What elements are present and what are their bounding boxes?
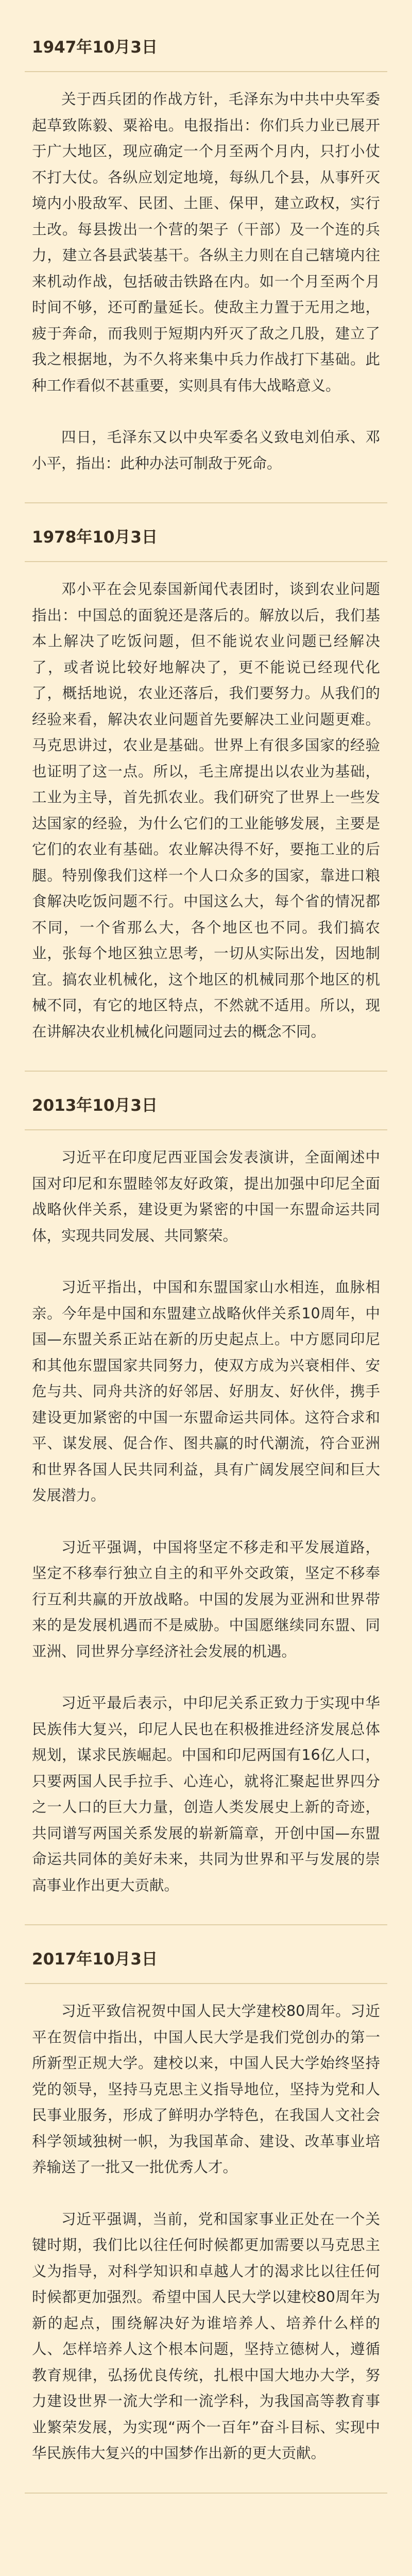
paragraph: 习近平强调，当前，党和国家事业正处在一个关键时期，我们比以往任何时候都更加需要以马克思主义为指导，对科学知识和卓越人才的渴求比以往任何时候都更加强烈。希望中国人民大学以建校80周年为新的起点，围绕解决好为谁培养人、培养什么样的人、怎样培养人这个根本问题，坚持立德树人，遵循教育规律，弘扬优良传统，扎根中国大地办大学，努力建设世界一流大学和一流学科，为我国高等教育事业繁荣发展，为实现“两个一百年”奋斗目标、实现中华民族伟大复兴的中国梦作出新的更大贡献。 [32, 2210, 380, 2462]
paragraph: 习近平强调，中国将坚定不移走和平发展道路，坚定不移奉行独立自主的和平外交政策，坚定不移奉行互利共赢的开放战略。中国的发展为亚洲和世界带来的是发展机遇而不是威胁。中国愿继续同东盟、同亚洲、同世界分享经济社会发展的机遇。 [32, 1538, 380, 1660]
section-divider [25, 561, 387, 562]
section-date: 2013年10月3日 [32, 1096, 158, 1115]
section-end-divider [25, 2493, 387, 2494]
section-date: 1947年10月3日 [32, 38, 158, 57]
section-date: 2017年10月3日 [32, 1950, 158, 1969]
paragraph: 四日，毛泽东又以中央军委名义致电刘伯承、邓小平，指出：此种办法可制敌于死命。 [32, 429, 380, 472]
section-date: 1978年10月3日 [32, 528, 158, 547]
section-end-divider [25, 1924, 387, 1925]
section-end-divider [25, 502, 387, 503]
paragraph: 关于西兵团的作战方针，毛泽东为中共中央军委起草致陈毅、粟裕电。电报指出：你们兵力业已展开于广大地区，现应确定一个月至两个月内，只打小仗不打大仗。各纵应划定地境，每纵几个县，从事歼灭境内小股敌军、民团、土匪、保甲，建立政权，实行土改。每县拨出一个营的架子（干部）及一个连的兵力，建立各县武装基干。各纵主力则在自己辖境内往来机动作战，包括破击铁路在内。如一个月至两个月时间不够，还可酌量延长。使敌主力置于无用之地，疲于奔命，而我则于短期内歼灭了敌之几股，建立了我之根据地，为不久将来集中兵力作战打下基础。此种工作看似不甚重要，实则具有伟大战略意义。 [32, 91, 380, 394]
paragraph: 习近平致信祝贺中国人民大学建校80周年。习近平在贺信中指出，中国人民大学是我们党创办的第一所新型正规大学。建校以来，中国人民大学始终坚持党的领导，坚持马克思主义指导地位，坚持为党和人民事业服务，形成了鲜明办学特色，在我国人文社会科学领域独树一帜，为我国革命、建设、改革事业培养输送了一批又一批优秀人才。 [32, 2003, 380, 2176]
paragraph: 习近平在印度尼西亚国会发表演讲，全面阐述中国对印尼和东盟睦邻友好政策，提出加强中印尼全面战略伙伴关系，建设更为紧密的中国一东盟命运共同体，实现共同发展、共同繁荣。 [32, 1149, 380, 1244]
section-divider [25, 71, 387, 72]
section-end-divider [25, 1071, 387, 1072]
paragraph: 习近平最后表示，中印尼关系正致力于实现中华民族伟大复兴，印尼人民也在积极推进经济发展总体规划，谋求民族崛起。中国和印尼两国有16亿人口，只要两国人民手拉手、心连心，就将汇聚起世界四分之一人口的巨大力量，创造人类发展史上新的奇迹，共同谱写两国关系发展的崭新篇章，开创中国—东盟命运共同体的美好未来，共同为世界和平与发展的崇高事业作出更大贡献。 [32, 1694, 380, 1894]
section-divider [25, 1983, 387, 1984]
paragraph: 习近平指出，中国和东盟国家山水相连，血脉相亲。今年是中国和东盟建立战略伙伴关系10周年，中国—东盟关系正站在新的历史起点上。中方愿同印尼和其他东盟国家共同努力，使双方成为兴衰相伴、安危与共、同舟共济的好邻居、好朋友、好伙伴，携手建设更加紧密的中国一东盟命运共同体。这符合求和平、谋发展、促合作、图共赢的时代潮流，符合亚洲和世界各国人民共同利益，具有广阔发展空间和巨大发展潜力。 [32, 1279, 380, 1504]
section-divider [25, 1129, 387, 1130]
paragraph: 邓小平在会见泰国新闻代表团时，谈到农业问题指出：中国总的面貌还是落后的。解放以后，我们基本上解决了吃饭问题，但不能说农业问题已经解决了，或者说比较好地解决了，更不能说已经现代化了，概括地说，农业还落后，我们要努力。从我们的经验来看，解决农业问题首先要解决工业问题更难。马克思讲过，农业是基础。世界上有很多国家的经验也证明了这一点。所以，毛主席提出以农业为基础，工业为主导，首先抓农业。我们研究了世界上一些发达国家的经验，为什么它们的工业能够发展，主要是它们的农业有基础。农业解决得不好，要拖工业的后腿。特别像我们这样一个人口众多的国家，靠进口粮食解决吃饭问题不行。中国这么大，每个省的情况都不同，一个省那么大，各个地区也不同。我们搞农业，张每个地区独立思考，一切从实际出发，因地制宜。搞农业机械化，这个地区的机械同那个地区的机械不同，有它的地区特点，不然就不适用。所以，现在讲解决农业机械化问题同过去的概念不同。 [32, 581, 380, 1040]
article [0, 36, 412, 2494]
